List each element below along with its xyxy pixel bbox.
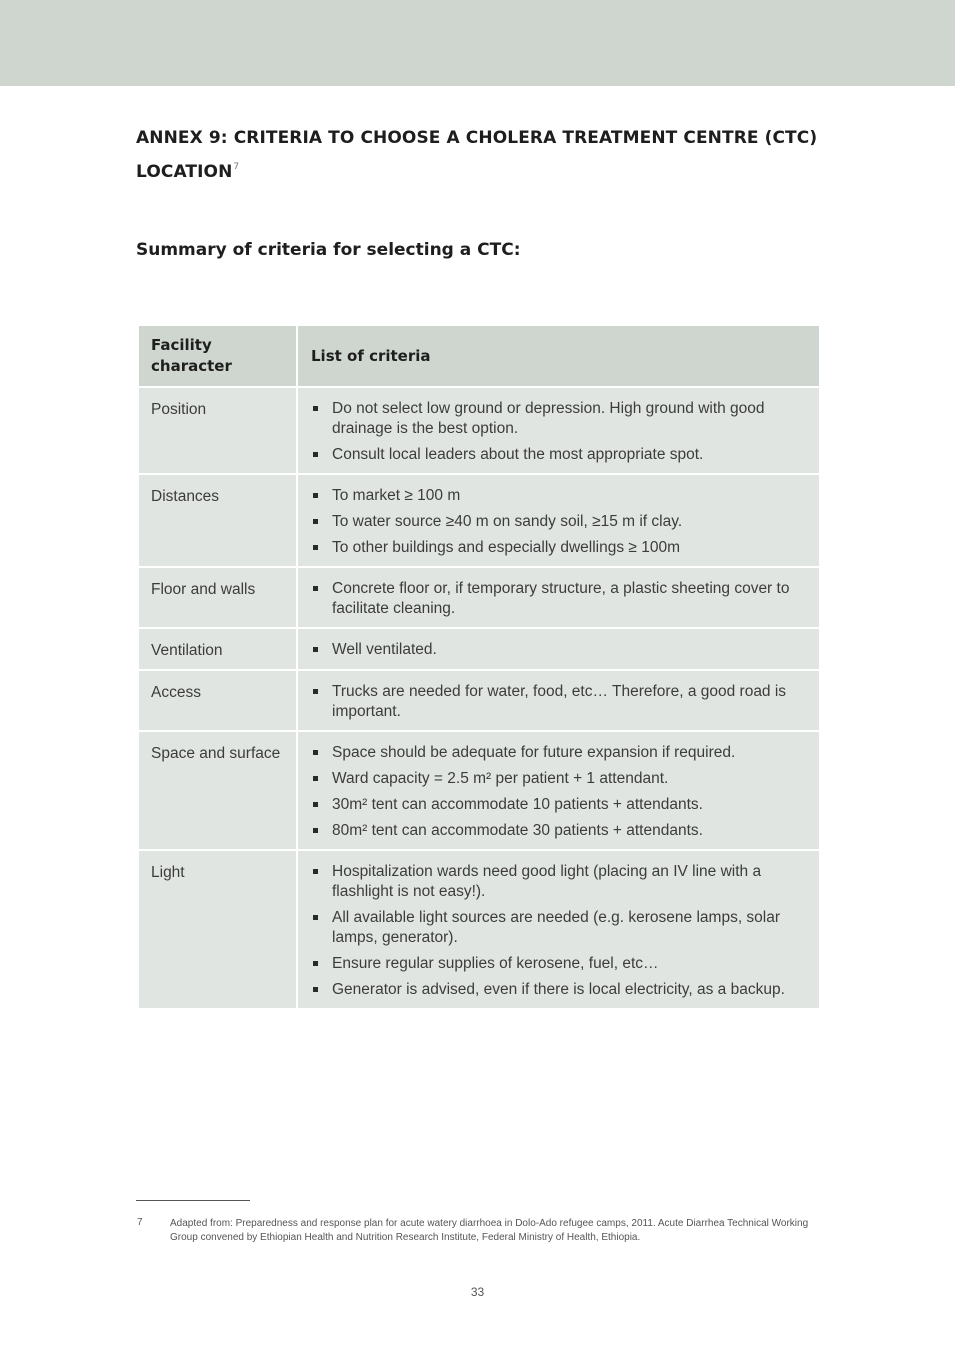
criteria-cell	[297, 670, 820, 731]
criteria-list	[312, 862, 799, 1000]
criteria-cell	[297, 731, 820, 850]
list-item: To market ≥ 100 m	[312, 486, 799, 506]
facility-character-cell: Ventilation	[138, 628, 297, 670]
list-item: 80m² tent can accommodate 30 patients + attendants.	[312, 821, 799, 841]
page-number: 33	[470, 1285, 485, 1299]
table-header-row	[138, 325, 820, 387]
criteria-list	[312, 743, 799, 841]
facility-character-cell: Floor and walls	[138, 567, 297, 628]
list-item: Hospitalization wards need good light (placing an IV line with a flashlight is not easy!).	[312, 862, 799, 902]
header-facility-character: Facility character	[138, 325, 297, 387]
table-row	[138, 474, 820, 567]
list-item: To water source ≥40 m on sandy soil, ≥15 m if clay.	[312, 512, 799, 532]
criteria-table	[137, 324, 821, 1010]
facility-character-cell: Position	[138, 387, 297, 474]
criteria-list	[312, 640, 799, 660]
facility-character-cell: Space and surface	[138, 731, 297, 850]
list-item: All available light sources are needed (e.g. kerosene lamps, solar lamps, generator).	[312, 908, 799, 948]
criteria-cell	[297, 850, 820, 1009]
header-list-of-criteria: List of criteria	[297, 325, 820, 387]
list-item: Concrete floor or, if temporary structure, a plastic sheeting cover to facilitate cleaning.	[312, 579, 799, 619]
footnote-divider	[136, 1200, 250, 1201]
header-band	[0, 0, 955, 86]
facility-character-cell: Access	[138, 670, 297, 731]
list-item: Ensure regular supplies of kerosene, fuel, etc…	[312, 954, 799, 974]
list-item: Trucks are needed for water, food, etc… Therefore, a good road is important.	[312, 682, 799, 722]
summary-heading: Summary of criteria for selecting a CTC:	[136, 240, 521, 260]
facility-character-cell: Light	[138, 850, 297, 1009]
list-item: Ward capacity = 2.5 m² per patient + 1 attendant.	[312, 769, 799, 789]
criteria-cell	[297, 567, 820, 628]
list-item: Space should be adequate for future expansion if required.	[312, 743, 799, 763]
criteria-list	[312, 579, 799, 619]
annex-title: ANNEX 9: CRITERIA TO CHOOSE A CHOLERA TREATMENT CENTRE (CTC) LOCATION$^7$	[136, 128, 818, 182]
footnote-text: Adapted from: Preparedness and response plan for acute watery diarrhoea in Dolo-Ado refugee camps, 2011. Acute Diarrhea Technical Working Group convened by Ethiopian Health and Nutrition Research Institute, Federal Ministry of Health, Ethiopia.	[170, 1218, 809, 1243]
list-item: 30m² tent can accommodate 10 patients + attendants.	[312, 795, 799, 815]
criteria-cell	[297, 628, 820, 670]
list-item: Do not select low ground or depression. High ground with good drainage is the best option.	[312, 399, 799, 439]
table-row	[138, 670, 820, 731]
criteria-list	[312, 486, 799, 558]
table-row	[138, 628, 820, 670]
criteria-cell	[297, 387, 820, 474]
list-item: Generator is advised, even if there is local electricity, as a backup.	[312, 980, 799, 1000]
criteria-cell	[297, 474, 820, 567]
criteria-list	[312, 399, 799, 465]
list-item: Consult local leaders about the most appropriate spot.	[312, 445, 799, 465]
table-row	[138, 387, 820, 474]
table-row	[138, 731, 820, 850]
list-item: To other buildings and especially dwellings ≥ 100m	[312, 538, 799, 558]
criteria-list	[312, 682, 799, 722]
list-item: Well ventilated.	[312, 640, 799, 660]
table-row	[138, 567, 820, 628]
facility-character-cell: Distances	[138, 474, 297, 567]
table-row	[138, 850, 820, 1009]
footnote-reference: 7	[233, 162, 240, 172]
footnote-number: 7	[137, 1217, 143, 1228]
